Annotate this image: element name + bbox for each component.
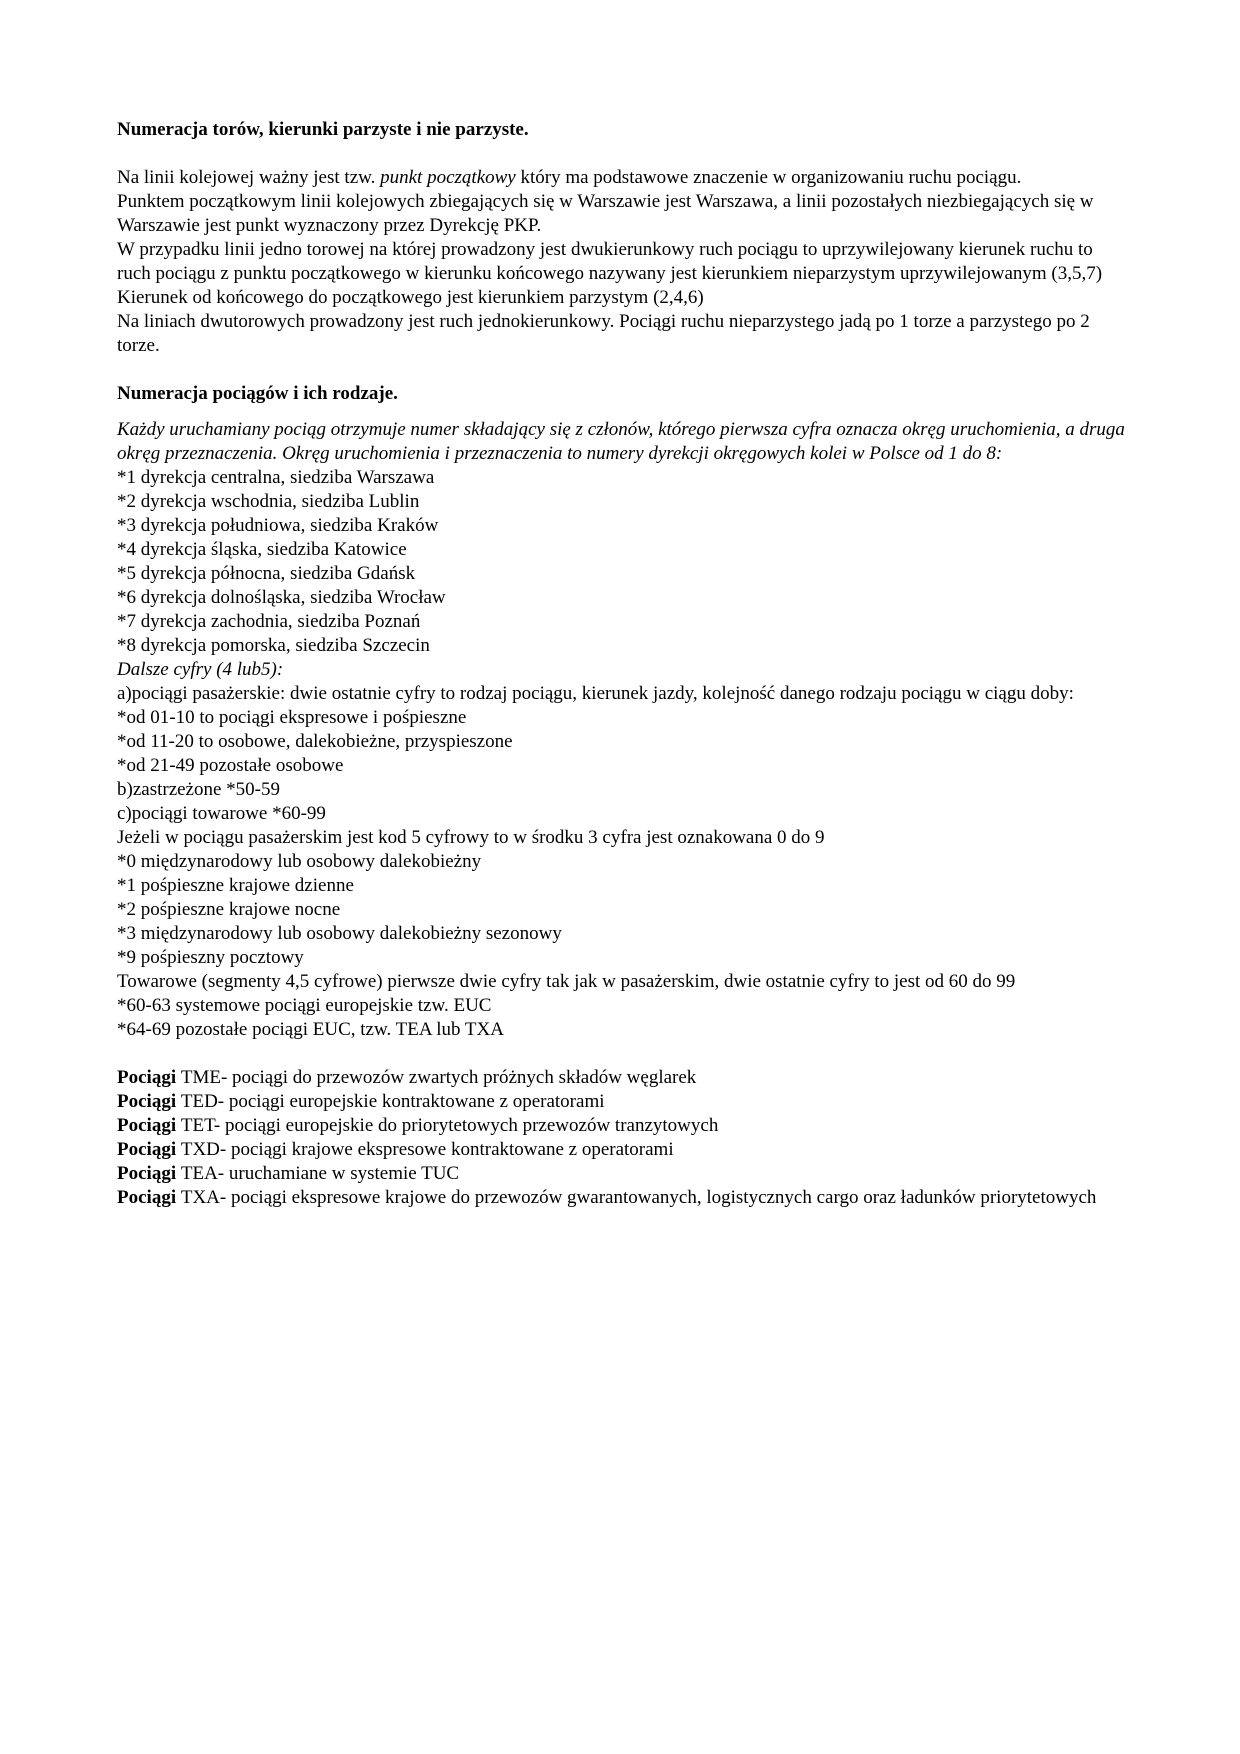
train-type-description: TXA- pociągi ekspresowe krajowe do przewozów gwarantowanych, logistycznych cargo oraz ładunków priorytetowych [180,1187,1097,1208]
train-type-description: TXD- pociągi krajowe ekspresowe kontraktowane z operatorami [180,1139,674,1160]
paragraph-starting-point [117,166,1127,190]
list-item: *1 pośpieszne krajowe dzienne [117,875,354,896]
spacer [117,358,1127,382]
train-type-description: TME- pociągi do przewozów zwartych próżnych składów węglarek [180,1067,697,1088]
train-type-label: Pociągi [117,1139,181,1160]
train-type-item [117,1090,1127,1114]
list-item: *9 pośpieszny pocztowy [117,947,304,968]
train-type-label: Pociągi [117,1067,181,1088]
list-item: *64-69 pozostałe pociągi EUC, tzw. TEA lub TXA [117,1019,504,1040]
list-item: c)pociągi towarowe *60-99 [117,803,326,824]
list-item: b)zastrzeżone *50-59 [117,779,281,800]
list-item-directorate: *6 dyrekcja dolnośląska, siedziba Wrocław [117,587,446,608]
spacer [117,406,1127,418]
section-heading-tracks: Numeracja torów, kierunki parzyste i nie parzyste. [117,119,529,140]
train-type-label: Pociągi [117,1187,181,1208]
italic-term: punkt początkowy [380,167,516,188]
text-segment: który ma podstawowe znaczenie w organizowaniu ruchu pociągu. [515,167,1022,188]
paragraph-even-direction: Kierunek od końcowego do początkowego jest kierunkiem parzystym (2,4,6) [117,287,704,308]
list-item: *0 międzynarodowy lub osobowy dalekobieżny [117,851,482,872]
list-item: *2 pośpieszne krajowe nocne [117,899,341,920]
train-type-item [117,1186,1127,1210]
list-item: Jeżeli w pociągu pasażerskim jest kod 5 cyfrowy to w środku 3 cyfra jest oznakowana 0 do 9 [117,827,825,848]
list-item: *3 międzynarodowy lub osobowy dalekobieżny sezonowy [117,923,562,944]
paragraph-warsaw: Punktem początkowym linii kolejowych zbiegających się w Warszawie jest Warszawa, a linii pozostałych niezbiegających się w Warszawie jest punkt wyznaczony przez Dyrekcję PKP. [117,191,1094,236]
train-type-item [117,1138,1127,1162]
list-item-directorate: *1 dyrekcja centralna, siedziba Warszawa [117,467,435,488]
list-item: *60-63 systemowe pociągi europejskie tzw. EUC [117,995,492,1016]
train-type-item [117,1114,1127,1138]
list-item: *od 21-49 pozostałe osobowe [117,755,344,776]
paragraph-double-track: Na liniach dwutorowych prowadzony jest ruch jednokierunkowy. Pociągi ruchu nieparzystego jadą po 1 torze a parzystego po 2 torze. [117,311,1090,356]
train-type-label: Pociągi [117,1163,181,1184]
paragraph-train-number-intro: Każdy uruchamiany pociąg otrzymuje numer składający się z członów, którego pierwsza cyfra oznacza okręg uruchomienia, a druga okręg przeznaczenia. Okręg uruchomienia i przeznaczenia to numery dyrekcji okręgowych kolei w Polsce od 1 do 8: [117,419,1125,464]
list-item-directorate: *4 dyrekcja śląska, siedziba Katowice [117,539,407,560]
list-item: *od 11-20 to osobowe, dalekobieżne, przyspieszone [117,731,513,752]
train-type-label: Pociągi [117,1115,181,1136]
list-item-directorate: *8 dyrekcja pomorska, siedziba Szczecin [117,635,430,656]
list-item-directorate: *7 dyrekcja zachodnia, siedziba Poznań [117,611,421,632]
train-type-item [117,1066,1127,1090]
spacer [117,142,1127,166]
further-digits-label: Dalsze cyfry (4 lub5): [117,659,284,680]
train-type-description: TED- pociągi europejskie kontraktowane z operatorami [180,1091,605,1112]
list-item: a)pociągi pasażerskie: dwie ostatnie cyfry to rodzaj pociągu, kierunek jazdy, kolejność danego rodzaju pociągu w ciągu doby: [117,683,1074,704]
list-item-directorate: *3 dyrekcja południowa, siedziba Kraków [117,515,439,536]
train-type-label: Pociągi [117,1091,181,1112]
document-body [117,118,1127,1210]
train-type-description: TET- pociągi europejskie do priorytetowych przewozów tranzytowych [180,1115,719,1136]
text-segment: Na linii kolejowej ważny jest tzw. [117,167,381,188]
spacer [117,1042,1127,1066]
list-item-directorate: *2 dyrekcja wschodnia, siedziba Lublin [117,491,420,512]
section-heading-trains: Numeracja pociągów i ich rodzaje. [117,383,398,404]
list-item: *od 01-10 to pociągi ekspresowe i pośpieszne [117,707,467,728]
list-item: Towarowe (segmenty 4,5 cyfrowe) pierwsze dwie cyfry tak jak w pasażerskim, dwie ostatnie cyfry to jest od 60 do 99 [117,971,1016,992]
list-item-directorate: *5 dyrekcja północna, siedziba Gdańsk [117,563,416,584]
train-type-item [117,1162,1127,1186]
train-type-description: TEA- uruchamiane w systemie TUC [180,1163,460,1184]
paragraph-single-track: W przypadku linii jedno torowej na której prowadzony jest dwukierunkowy ruch pociągu to uprzywilejowany kierunek ruchu to ruch pociągu z punktu początkowego w kierunku końcowego nazywany jest kierunkiem nieparzystym uprzywilejowanym (3,5,7) [117,239,1103,284]
